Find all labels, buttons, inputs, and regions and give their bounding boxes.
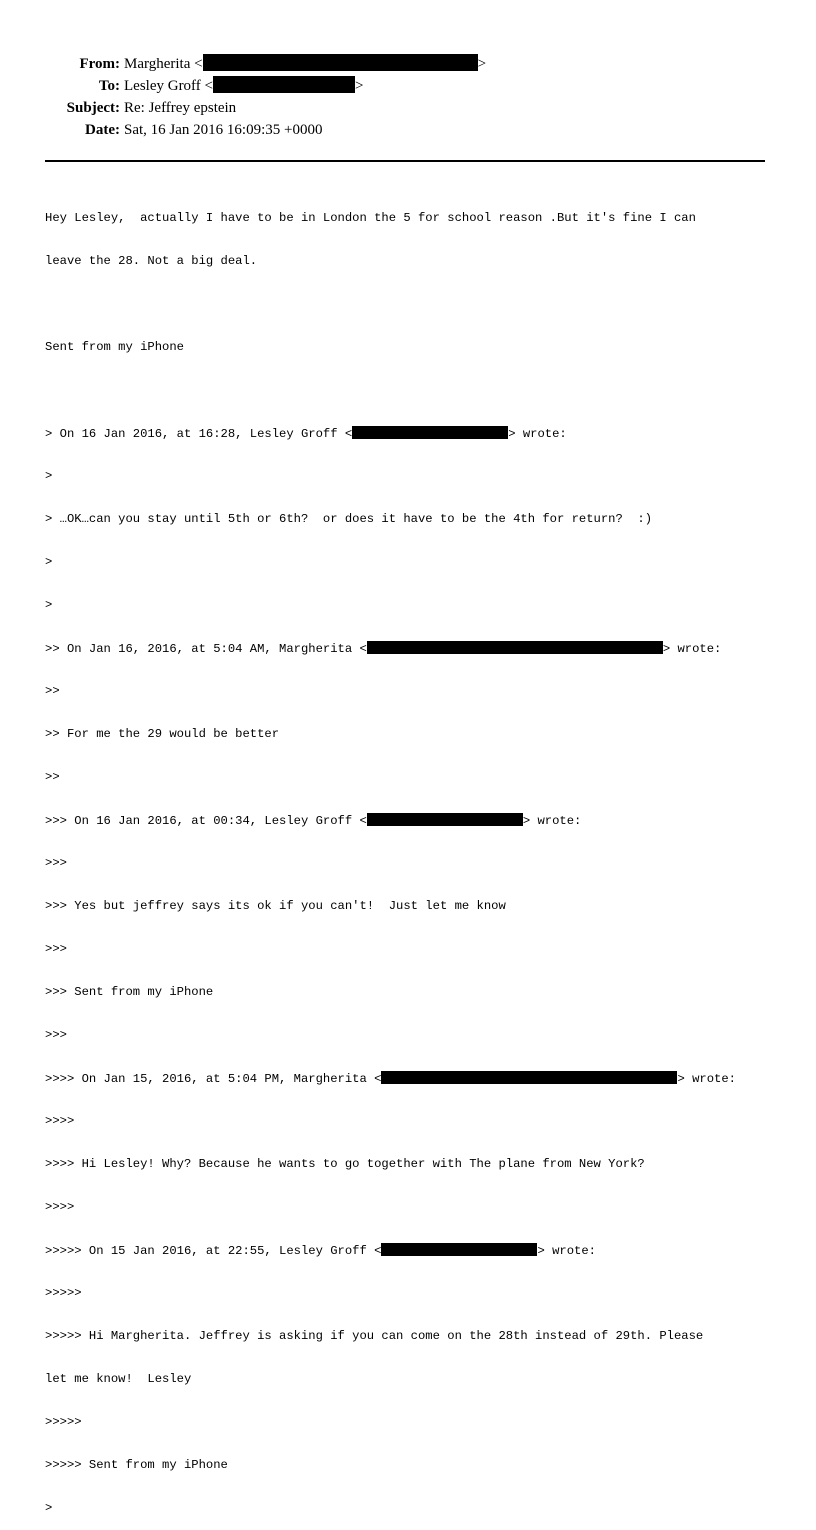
subject-value: Re: Jeffrey epstein xyxy=(124,100,237,116)
email-header xyxy=(0,53,816,141)
quote-line: >>>> xyxy=(45,1200,75,1214)
quote-line: >>>>> Sent from my iPhone xyxy=(45,1458,228,1472)
redaction-bar xyxy=(203,54,478,71)
redaction-bar xyxy=(213,76,355,93)
to-label: To: xyxy=(98,78,120,94)
redaction-bar xyxy=(381,1243,537,1256)
subject-row xyxy=(0,97,816,119)
quote-line: >>>> Hi Lesley! Why? Because he wants to go together with The plane from New York? xyxy=(45,1157,645,1171)
quote-line: >>>> xyxy=(45,1114,75,1128)
quote-attribution-end: > wrote: xyxy=(537,1244,596,1258)
redaction-bar xyxy=(352,426,508,439)
quote-attribution: >>>>> On 15 Jan 2016, at 22:55, Lesley Groff < xyxy=(45,1244,382,1258)
quote-line: >>>>> Hi Margherita. Jeffrey is asking if you can come on the 28th instead of 29th. Please xyxy=(45,1329,704,1343)
quote-line: > xyxy=(45,555,53,569)
quote-attribution: >> On Jan 16, 2016, at 5:04 AM, Margherita < xyxy=(45,642,367,656)
email-body xyxy=(45,183,775,1530)
redaction-bar xyxy=(381,1071,677,1084)
redaction-bar xyxy=(367,641,663,654)
quote-attribution-end: > wrote: xyxy=(508,427,567,441)
quote-line: >> xyxy=(45,770,60,784)
quote-attribution: > On 16 Jan 2016, at 16:28, Lesley Groff < xyxy=(45,427,353,441)
quote-line: >>> Sent from my iPhone xyxy=(45,985,214,999)
header-divider xyxy=(45,160,765,162)
quote-line: >>>>> xyxy=(45,1415,82,1429)
quote-line: >> xyxy=(45,684,60,698)
quote-line xyxy=(45,426,775,441)
quote-line: > …OK…can you stay until 5th or 6th? or does it have to be the 4th for return? :) xyxy=(45,512,653,526)
from-row xyxy=(0,53,816,75)
quote-line: >>> xyxy=(45,856,67,870)
quote-attribution-end: > wrote: xyxy=(677,1072,736,1086)
body-line: leave the 28. Not a big deal. xyxy=(45,254,258,268)
to-value: Lesley Groff < xyxy=(124,78,213,94)
quote-line: > xyxy=(45,1501,53,1515)
quote-line: >>> Yes but jeffrey says its ok if you can't! Just let me know xyxy=(45,899,506,913)
quote-line: >> For me the 29 would be better xyxy=(45,727,280,741)
quote-line xyxy=(45,1071,775,1086)
body-line: Hey Lesley, actually I have to be in London the 5 for school reason .But it's fine I can xyxy=(45,211,696,225)
subject-label: Subject: xyxy=(66,100,120,116)
quote-line xyxy=(45,1243,775,1258)
quote-line: > xyxy=(45,598,53,612)
quote-line: >>> xyxy=(45,942,67,956)
quote-line xyxy=(45,813,775,828)
date-value: Sat, 16 Jan 2016 16:09:35 +0000 xyxy=(124,122,323,138)
quote-attribution: >>>> On Jan 15, 2016, at 5:04 PM, Margherita < xyxy=(45,1072,382,1086)
date-label: Date: xyxy=(85,122,120,138)
date-row xyxy=(0,119,816,141)
from-value: Margherita < xyxy=(124,56,203,72)
quote-line xyxy=(45,641,775,656)
from-label: From: xyxy=(79,56,120,72)
quote-line: let me know! Lesley xyxy=(45,1372,192,1386)
from-close: > xyxy=(477,56,487,72)
to-row xyxy=(0,75,816,97)
quote-line: > xyxy=(45,469,53,483)
redaction-bar xyxy=(367,813,523,826)
quote-line: >>>>> xyxy=(45,1286,82,1300)
quote-attribution-end: > wrote: xyxy=(662,642,722,656)
body-line: Sent from my iPhone xyxy=(45,340,184,354)
quote-line: >>> xyxy=(45,1028,67,1042)
quote-attribution: >>> On 16 Jan 2016, at 00:34, Lesley Groff < xyxy=(45,814,367,828)
to-close: > xyxy=(355,78,364,94)
quote-attribution-end: > wrote: xyxy=(522,814,582,828)
